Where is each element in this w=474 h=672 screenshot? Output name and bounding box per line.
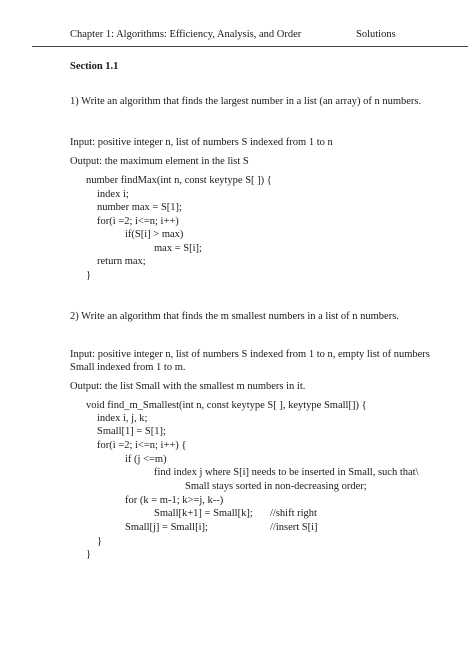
code-line: if (j <=m) bbox=[125, 454, 167, 465]
code-line: Small[j] = Small[i]; bbox=[125, 522, 208, 533]
section-title: Section 1.1 bbox=[70, 61, 119, 72]
problem1-question: 1) Write an algorithm that finds the largest number in a list (an array) of n numbers. bbox=[70, 96, 422, 107]
problem2-output: Output: the list Small with the smallest m numbers in it. bbox=[70, 381, 306, 392]
code-line: } bbox=[97, 536, 103, 547]
problem2-question: 2) Write an algorithm that finds the m smallest numbers in a list of n numbers. bbox=[70, 311, 399, 322]
chapter-title: Chapter 1: Algorithms: Efficiency, Analysis, and Order bbox=[70, 29, 302, 40]
code-line: Small[k+1] = Small[k]; bbox=[154, 508, 253, 519]
code-line: find index j where S[i] needs to be inserted in Small, such that\ bbox=[154, 467, 419, 478]
problem1-input: Input: positive integer n, list of numbers S indexed from 1 to n bbox=[70, 137, 333, 148]
code-line: for(i =2; i<=n; i++) bbox=[97, 216, 179, 227]
code-line: index i, j, k; bbox=[97, 413, 148, 424]
problem2-input-line1: Input: positive integer n, list of numbers S indexed from 1 to n, empty list of numbers bbox=[70, 349, 430, 360]
code-line: } bbox=[86, 549, 92, 560]
problem2-input-line2: Small indexed from 1 to m. bbox=[70, 362, 186, 373]
code-line: max = S[i]; bbox=[154, 243, 202, 254]
solutions-label: Solutions bbox=[356, 29, 396, 40]
code-comment: //insert S[i] bbox=[270, 522, 318, 533]
code-line: for (k = m-1; k>=j, k--) bbox=[125, 495, 224, 506]
code-comment: //shift right bbox=[270, 508, 317, 519]
header-rule bbox=[32, 46, 468, 47]
code-line: return max; bbox=[97, 256, 146, 267]
problem1-output: Output: the maximum element in the list S bbox=[70, 156, 249, 167]
code-line: if(S[i] > max) bbox=[125, 229, 184, 240]
code-line: } bbox=[86, 270, 92, 281]
code-line: void find_m_Smallest(int n, const keytype S[ ], keytype Small[]) { bbox=[86, 400, 367, 411]
code-line: Small stays sorted in non-decreasing order; bbox=[185, 481, 367, 492]
code-line: for(i =2; i<=n; i++) { bbox=[97, 440, 187, 451]
code-line: index i; bbox=[97, 189, 129, 200]
code-line: number findMax(int n, const keytype S[ ]) { bbox=[86, 175, 272, 186]
code-line: number max = S[1]; bbox=[97, 202, 182, 213]
code-line: Small[1] = S[1]; bbox=[97, 426, 166, 437]
